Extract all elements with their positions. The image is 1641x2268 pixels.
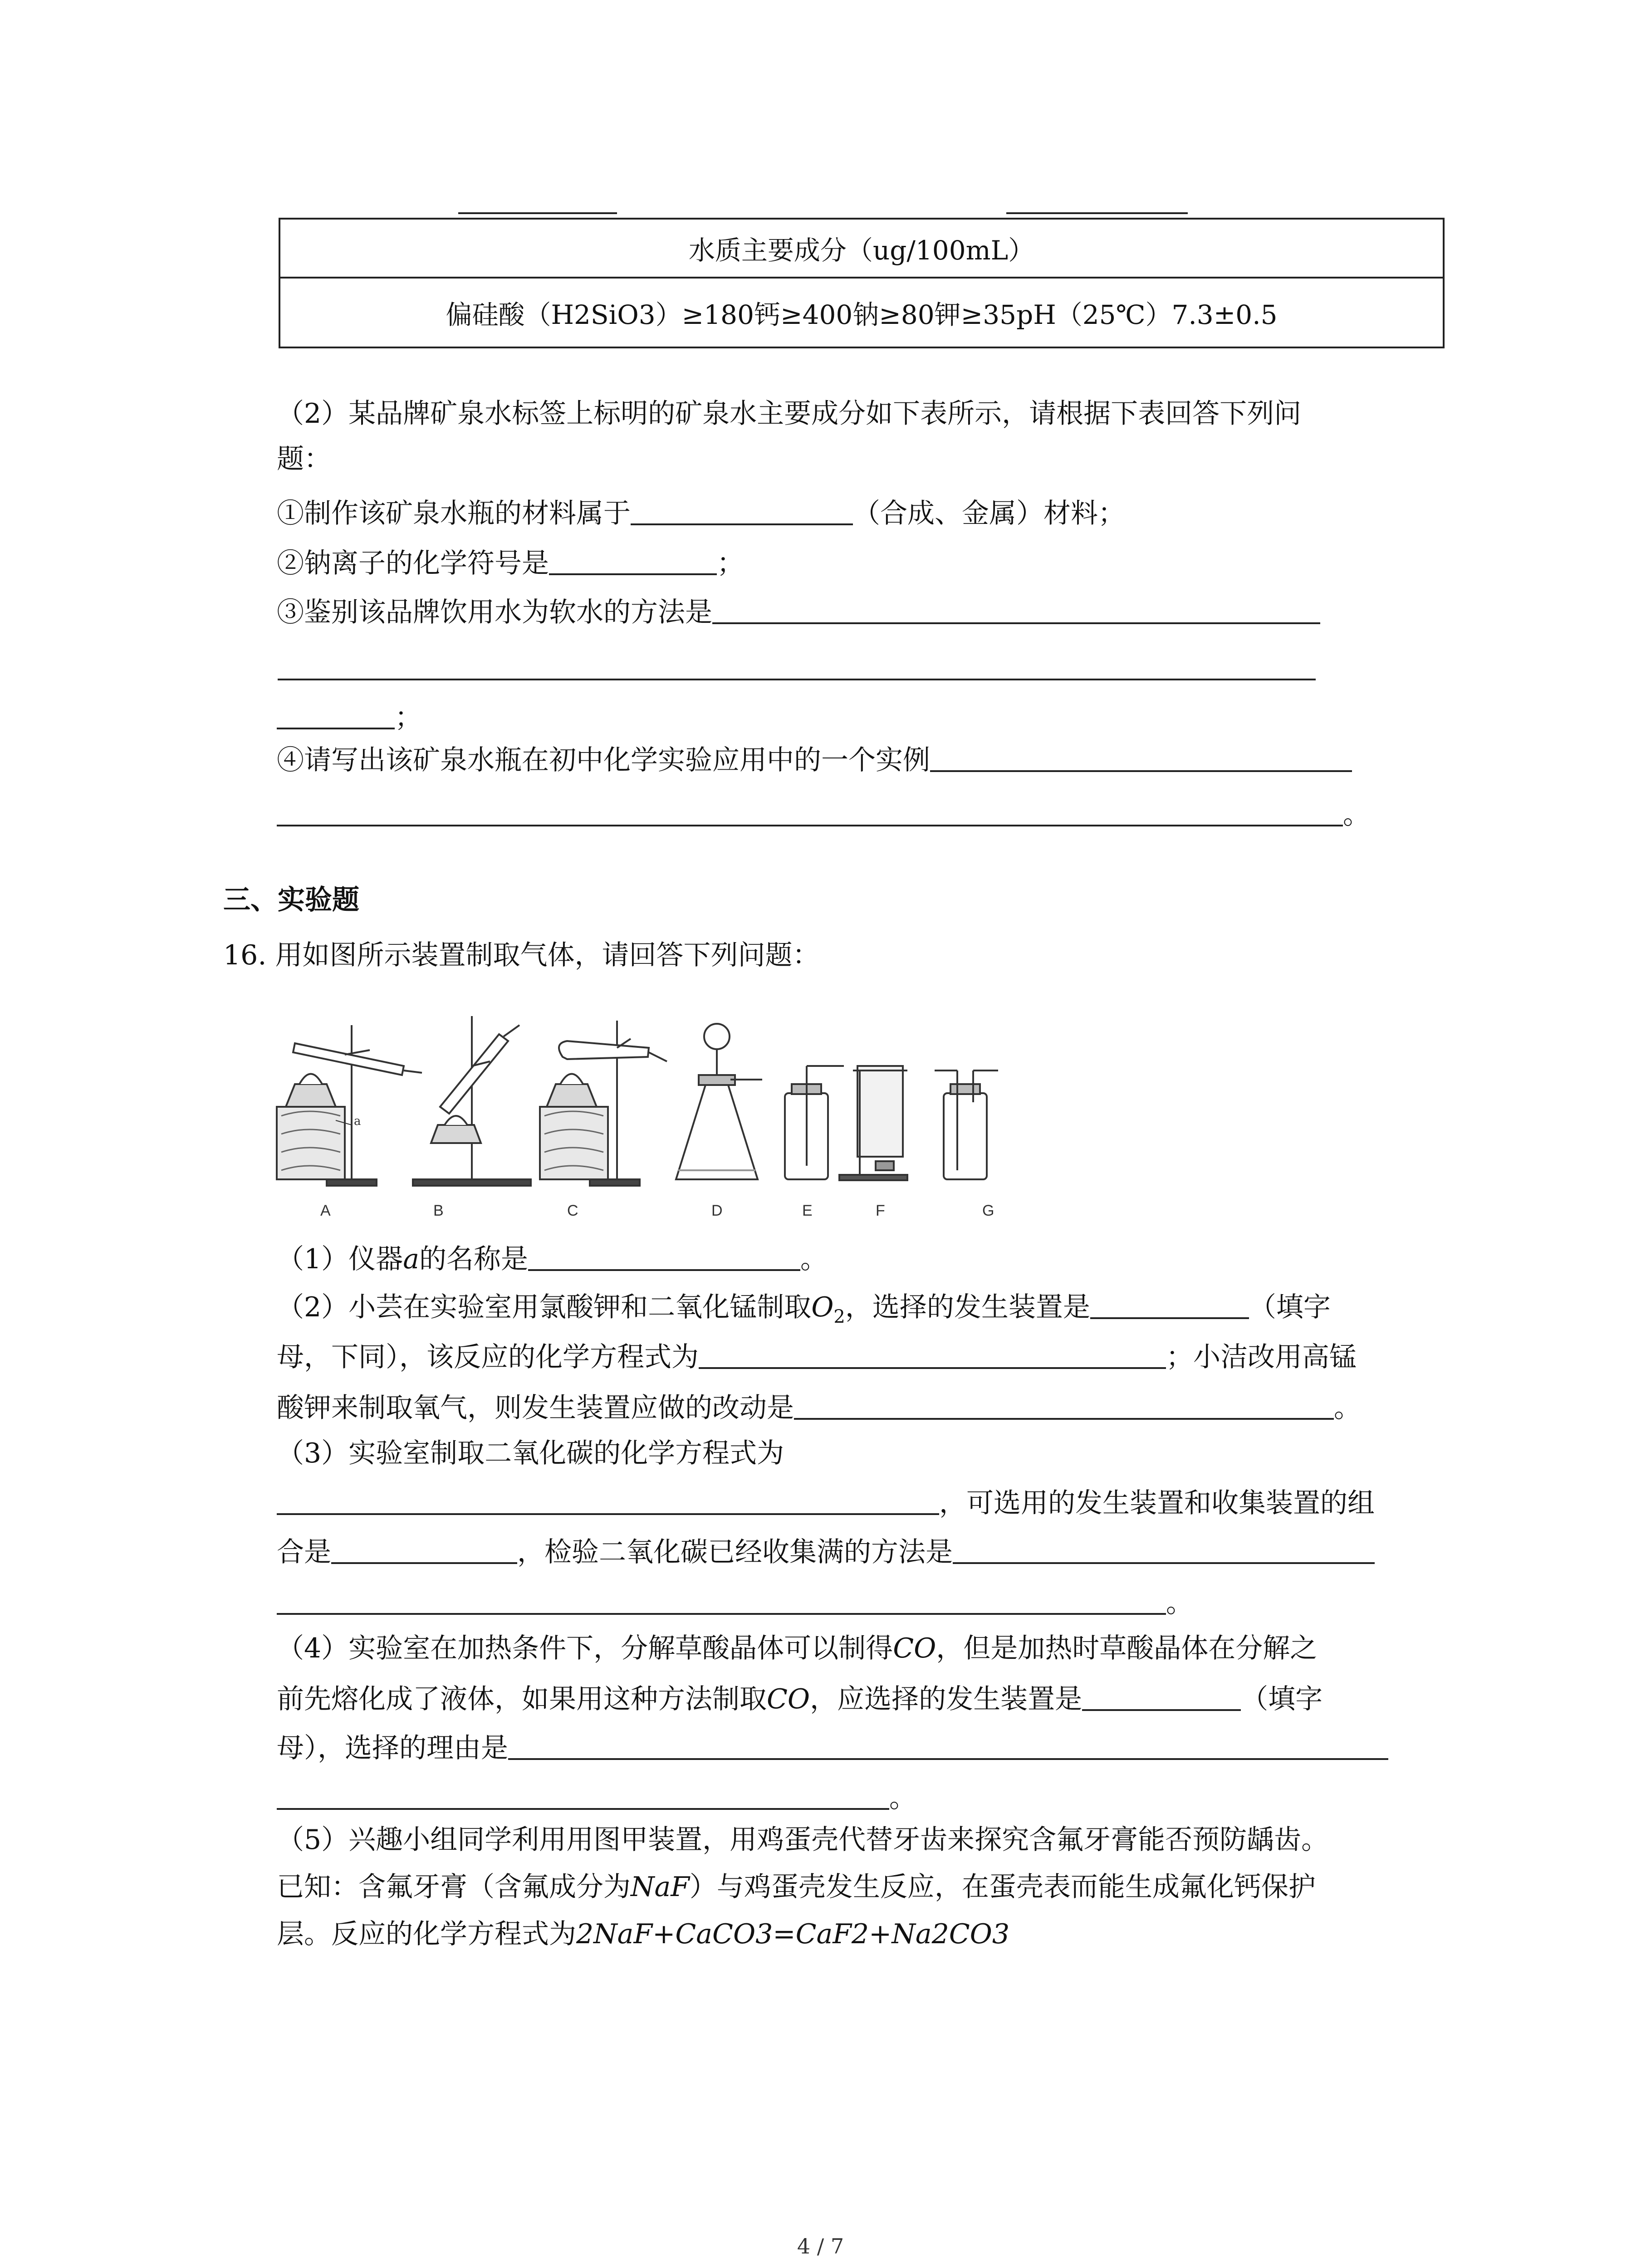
q2-item3-prompt: ③鉴别该品牌饮用水为软水的方法是 [277, 596, 712, 628]
answer-blank-o2-apparatus[interactable] [1090, 1287, 1249, 1319]
q16-p5-l2-prefix: 已知：含氟牙膏（含氟成分为 [277, 1871, 631, 1903]
q16-p4-l2-post: （填字 [1241, 1683, 1323, 1715]
q2-item3-tail [277, 698, 422, 736]
q16-part2-line3 [277, 1388, 1361, 1426]
q2-item2-end: ； [717, 547, 744, 579]
table-data-cell: 偏硅酸（H2SiO3）≥180钙≥400钠≥80钾≥35pH（25℃）7.3±0.5 [279, 278, 1444, 347]
answer-blank-bottle-use-1[interactable] [930, 740, 1352, 772]
answer-blank-soft-water-3[interactable] [277, 698, 395, 729]
q16-part3-line4 [277, 1583, 1193, 1621]
q16-p1-variable: a [403, 1243, 419, 1275]
q16-part5-line2 [277, 1869, 1316, 1905]
q2-intro-line1 [277, 396, 1301, 432]
q16-p1-mid: 的名称是 [419, 1243, 528, 1275]
q16-p2-prefix: （2）小芸在实验室用氯酸钾和二氧化锰制取 [277, 1291, 812, 1323]
q16-p2-formula: O [811, 1291, 834, 1323]
q16-p2-l3-prefix: 酸钾来制取氧气，则发生装置应做的改动是 [277, 1392, 794, 1424]
answer-blank-co2-equation[interactable] [277, 1483, 939, 1515]
q16-part3-line1 [277, 1435, 784, 1471]
q16-p5-l2-post: ）与鸡蛋壳发生反应，在蛋壳表而能生成氟化钙保护 [689, 1871, 1316, 1903]
q16-p2-mid: ，选择的发生装置是 [845, 1291, 1090, 1323]
q2-item1-prompt: ①制作该矿泉水瓶的材料属于 [277, 498, 631, 529]
q16-part4-line3 [277, 1728, 1388, 1766]
answer-blank-co-reason-1[interactable] [508, 1728, 1388, 1760]
q16-p4-post: ，但是加热时草酸晶体在分解之 [936, 1633, 1318, 1664]
q16-p3-l4-end: 。 [1166, 1587, 1193, 1619]
q2-intro-text2: 题： [277, 443, 331, 475]
q2-item2 [277, 543, 744, 582]
answer-blank-co-reason-2[interactable] [277, 1778, 889, 1810]
q16-part2-line1 [277, 1287, 1331, 1335]
figure-label-g: G [982, 1202, 994, 1219]
q2-item4-prompt: ④请写出该矿泉水瓶在初中化学实验应用中的一个实例 [277, 744, 930, 776]
q2-item2-prompt: ②钠离子的化学符号是 [277, 547, 549, 579]
apparatus-c [540, 1021, 667, 1186]
q16-part2-line2 [277, 1337, 1357, 1375]
q2-item1-options: （合成、金属）材料； [853, 498, 1125, 529]
q16-p2-l3-end: 。 [1334, 1392, 1361, 1424]
q16-p4-prefix: （4）实验室在加热条件下，分解草酸晶体可以制得 [277, 1633, 893, 1664]
q2-item4 [277, 740, 1352, 778]
q16-part3-line3 [277, 1532, 1375, 1570]
q16-part3-line2 [277, 1483, 1375, 1521]
figure-label-d: D [711, 1202, 723, 1219]
figure-label-b: B [433, 1202, 444, 1219]
q16-p3-text: （3）实验室制取二氧化碳的化学方程式为 [277, 1437, 784, 1469]
answer-blank-co2-apparatus[interactable] [331, 1532, 517, 1564]
q16-p1-end: 。 [800, 1243, 828, 1275]
q2-intro-line2 [277, 441, 331, 477]
apparatus-figure [272, 1016, 1062, 1243]
q16-part4-line1 [277, 1630, 1317, 1667]
answer-blank-soft-water-1[interactable] [712, 592, 1320, 624]
answer-blank-soft-water-2[interactable] [278, 679, 1316, 680]
instrument-marker-a: a [354, 1114, 361, 1128]
section-three-title [223, 882, 359, 918]
apparatus-a [277, 1025, 422, 1186]
q16-p4-l2-mid: ，应选择的发生装置是 [810, 1683, 1083, 1715]
table-top-stub-right [1006, 212, 1188, 214]
q2-item3 [277, 592, 1320, 631]
q16-p4-co: CO [893, 1633, 936, 1664]
apparatus-b [413, 1016, 531, 1186]
apparatus-f [839, 1066, 907, 1180]
q16-p5-equation: 2NaF+CaCO3=CaF2+Na2CO3 [576, 1918, 1010, 1950]
q16-stem-text: 16. 用如图所示装置制取气体，请回答下列问题： [223, 939, 820, 971]
q16-p3-l3-prefix: 合是 [277, 1536, 331, 1568]
table-header-cell: 水质主要成分（ug/100mL） [279, 219, 1444, 278]
q16-stem [223, 937, 820, 973]
answer-blank-instrument-name[interactable] [528, 1239, 800, 1271]
q16-p2-subscript: 2 [833, 1306, 845, 1327]
page-number: 4 / 7 [797, 2234, 844, 2258]
section-title-text: 三、实验题 [223, 884, 359, 916]
answer-blank-kmno4-change[interactable] [794, 1388, 1334, 1420]
q2-item4-end: 。 [1343, 799, 1370, 831]
q16-p4-l3-prefix: 母），选择的理由是 [277, 1732, 508, 1764]
answer-blank-material[interactable] [631, 494, 853, 525]
answer-blank-co-apparatus[interactable] [1082, 1679, 1241, 1711]
q16-part4-line2 [277, 1679, 1323, 1717]
q16-p4-l2-co: CO [767, 1683, 810, 1715]
apparatus-d [676, 1024, 762, 1179]
q16-p1-prefix: （1）仪器 [277, 1243, 403, 1275]
figure-label-c: C [567, 1202, 578, 1219]
q16-p3-l3-mid: ，检验二氧化碳已经收集满的方法是 [517, 1536, 953, 1568]
figure-label-f: F [876, 1202, 885, 1219]
figure-label-a: A [320, 1202, 331, 1219]
q16-part5-line3 [277, 1916, 1009, 1952]
q2-intro-text1: （2）某品牌矿泉水标签上标明的矿泉水主要成分如下表所示，请根据下表回答下列问 [277, 398, 1302, 430]
figure-label-e: E [802, 1202, 813, 1219]
q2-item1 [277, 494, 1125, 532]
q16-p5-text: （5）兴趣小组同学利用用图甲装置，用鸡蛋壳代替牙齿来探究含氟牙膏能否预防龋齿。 [277, 1824, 1329, 1856]
answer-blank-sodium-symbol[interactable] [549, 543, 717, 575]
table-top-stub-left [458, 212, 617, 214]
q16-p2-post: （填字 [1249, 1291, 1331, 1323]
q2-item3-end: ； [395, 702, 422, 733]
answer-blank-co2-full-2[interactable] [277, 1583, 1166, 1615]
q16-p5-l3-prefix: 层。反应的化学方程式为 [277, 1918, 576, 1950]
water-composition-table [279, 218, 1445, 348]
q16-p4-l2-prefix: 前先熔化成了液体，如果用这种方法制取 [277, 1683, 767, 1715]
q16-part5-line1 [277, 1822, 1328, 1858]
q16-part1 [277, 1239, 828, 1277]
q16-p5-naf: NaF [631, 1871, 690, 1903]
q16-p3-l2-post: ，可选用的发生装置和收集装置的组 [939, 1487, 1375, 1519]
apparatus-e [785, 1066, 844, 1179]
q16-p2-l2-post: ；小洁改用高锰 [1166, 1341, 1357, 1373]
q2-item4-tail [277, 795, 1370, 833]
answer-blank-co2-full-1[interactable] [953, 1532, 1375, 1564]
answer-blank-bottle-use-2[interactable] [277, 795, 1343, 826]
answer-blank-o2-equation[interactable] [699, 1337, 1166, 1369]
q16-p2-l2-prefix: 母，下同），该反应的化学方程式为 [277, 1341, 699, 1373]
apparatus-g [935, 1070, 998, 1179]
q16-p4-l4-end: 。 [889, 1782, 916, 1814]
q16-part4-line4 [277, 1778, 916, 1816]
